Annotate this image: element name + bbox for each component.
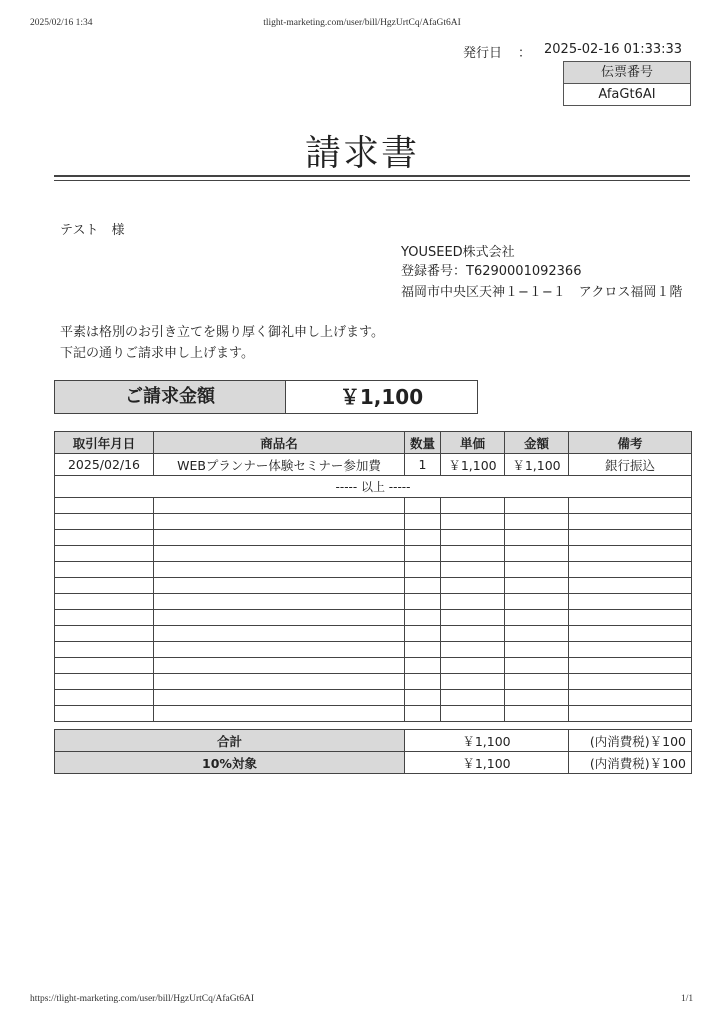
cell-product: WEBプランナー体験セミナー参加費	[154, 454, 405, 476]
empty-cell	[505, 514, 569, 530]
empty-cell	[55, 562, 154, 578]
empty-cell	[441, 674, 505, 690]
totals-table	[54, 729, 692, 774]
empty-cell	[441, 610, 505, 626]
empty-row	[55, 530, 692, 546]
tax-10-tax: (内消費税)￥100	[569, 752, 692, 774]
cell-quantity: 1	[405, 454, 441, 476]
greeting-line-1: 平素は格別のお引き立てを賜り厚く御礼申し上げます。	[60, 325, 384, 340]
empty-cell	[441, 530, 505, 546]
empty-cell	[569, 658, 692, 674]
tax-10-row	[55, 752, 692, 774]
empty-cell	[55, 594, 154, 610]
empty-cell	[405, 578, 441, 594]
page-title: 請求書	[304, 133, 419, 174]
cell-remarks: 銀行振込	[569, 454, 692, 476]
empty-cell	[405, 658, 441, 674]
empty-cell	[441, 578, 505, 594]
slip-number-box	[563, 61, 691, 106]
empty-cell	[154, 690, 405, 706]
column-header-amount: 金額	[505, 432, 569, 454]
empty-cell	[441, 658, 505, 674]
issue-date-value: 2025-02-16 01:33:33	[544, 42, 683, 57]
empty-cell	[441, 498, 505, 514]
cell-unit-price: ￥1,100	[441, 454, 505, 476]
column-header-remarks: 備考	[569, 432, 692, 454]
empty-row	[55, 562, 692, 578]
empty-row	[55, 594, 692, 610]
total-tax: (内消費税)￥100	[569, 730, 692, 752]
empty-cell	[405, 706, 441, 722]
empty-cell	[405, 610, 441, 626]
empty-cell	[55, 658, 154, 674]
empty-cell	[441, 514, 505, 530]
empty-cell	[569, 610, 692, 626]
empty-cell	[569, 690, 692, 706]
recipient-name: テスト 様	[60, 223, 125, 238]
empty-row	[55, 610, 692, 626]
slip-number-value: AfaGt6AI	[598, 87, 656, 102]
total-amount: ￥1,100	[405, 730, 569, 752]
empty-cell	[55, 530, 154, 546]
print-page-url: tlight-marketing.com/user/bill/HgzUrtCq/AfaGt6AI	[263, 18, 461, 28]
empty-cell	[405, 530, 441, 546]
empty-cell	[55, 626, 154, 642]
empty-cell	[55, 514, 154, 530]
empty-row	[55, 690, 692, 706]
empty-cell	[441, 642, 505, 658]
title-rule-thin	[54, 180, 690, 181]
empty-cell	[405, 674, 441, 690]
empty-cell	[55, 706, 154, 722]
empty-cell	[569, 546, 692, 562]
empty-cell	[569, 642, 692, 658]
greeting-line-2: 下記の通りご請求申し上げます。	[60, 346, 254, 361]
empty-cell	[569, 674, 692, 690]
empty-cell	[505, 674, 569, 690]
empty-cell	[569, 498, 692, 514]
empty-cell	[154, 642, 405, 658]
issuer-address: 福岡市中央区天神１−１−１ アクロス福岡１階	[401, 285, 683, 300]
column-header-unit-price: 単価	[441, 432, 505, 454]
empty-cell	[405, 546, 441, 562]
empty-cell	[505, 626, 569, 642]
column-header-quantity: 数量	[405, 432, 441, 454]
empty-cell	[505, 578, 569, 594]
empty-cell	[505, 642, 569, 658]
empty-cell	[154, 562, 405, 578]
billing-amount-label: ご請求金額	[55, 381, 286, 413]
empty-cell	[505, 706, 569, 722]
empty-cell	[55, 690, 154, 706]
empty-row	[55, 658, 692, 674]
empty-cell	[441, 562, 505, 578]
empty-cell	[441, 626, 505, 642]
empty-cell	[505, 594, 569, 610]
empty-cell	[55, 610, 154, 626]
empty-cell	[569, 530, 692, 546]
empty-cell	[154, 658, 405, 674]
empty-cell	[441, 594, 505, 610]
billing-amount-box	[54, 380, 478, 414]
end-marker-row	[55, 476, 692, 498]
issue-date-label: 発行日	[463, 46, 503, 61]
empty-cell	[154, 706, 405, 722]
empty-cell	[505, 530, 569, 546]
print-footer-url: https://tlight-marketing.com/user/bill/HgzUrtCq/AfaGt6AI	[30, 994, 255, 1004]
total-label: 合計	[55, 730, 405, 752]
empty-row	[55, 498, 692, 514]
empty-cell	[405, 514, 441, 530]
empty-cell	[405, 690, 441, 706]
cell-amount: ￥1,100	[505, 454, 569, 476]
empty-cell	[505, 546, 569, 562]
empty-cell	[154, 546, 405, 562]
print-datetime: 2025/02/16 1:34	[30, 18, 93, 28]
empty-cell	[154, 674, 405, 690]
empty-row	[55, 546, 692, 562]
empty-cell	[154, 578, 405, 594]
empty-cell	[405, 594, 441, 610]
column-header-date: 取引年月日	[55, 432, 154, 454]
empty-cell	[505, 690, 569, 706]
empty-cell	[55, 498, 154, 514]
table-row	[55, 454, 692, 476]
empty-cell	[154, 594, 405, 610]
billing-amount-value: ￥1,100	[339, 385, 424, 409]
issue-date-separator: ：	[518, 46, 532, 61]
empty-cell	[405, 626, 441, 642]
empty-cell	[55, 578, 154, 594]
empty-row	[55, 706, 692, 722]
empty-cell	[55, 546, 154, 562]
empty-cell	[405, 562, 441, 578]
empty-cell	[441, 690, 505, 706]
empty-cell	[569, 706, 692, 722]
issuer-company: YOUSEED株式会社	[401, 245, 515, 260]
empty-cell	[505, 658, 569, 674]
empty-row	[55, 626, 692, 642]
items-table	[54, 431, 692, 722]
empty-cell	[569, 514, 692, 530]
empty-cell	[505, 498, 569, 514]
empty-cell	[405, 498, 441, 514]
total-row	[55, 730, 692, 752]
empty-cell	[154, 514, 405, 530]
empty-row	[55, 514, 692, 530]
empty-cell	[569, 562, 692, 578]
empty-cell	[505, 610, 569, 626]
print-footer-page: 1/1	[681, 994, 694, 1004]
cell-date: 2025/02/16	[55, 454, 154, 476]
empty-cell	[55, 642, 154, 658]
issuer-registration: 登録番号：T6290001092366	[401, 264, 582, 279]
empty-cell	[505, 562, 569, 578]
empty-row	[55, 674, 692, 690]
empty-cell	[405, 642, 441, 658]
items-header-row	[55, 432, 692, 454]
empty-cell	[569, 626, 692, 642]
empty-row	[55, 642, 692, 658]
empty-cell	[441, 706, 505, 722]
title-rule-thick	[54, 175, 690, 177]
column-header-product: 商品名	[154, 432, 405, 454]
empty-cell	[441, 546, 505, 562]
end-marker: ----- 以上 -----	[55, 476, 692, 498]
tax-10-amount: ￥1,100	[405, 752, 569, 774]
empty-cell	[154, 626, 405, 642]
tax-10-label: 10%対象	[55, 752, 405, 774]
empty-cell	[154, 498, 405, 514]
empty-cell	[55, 674, 154, 690]
empty-cell	[569, 578, 692, 594]
empty-cell	[154, 530, 405, 546]
slip-number-label: 伝票番号	[564, 62, 690, 84]
empty-cell	[569, 594, 692, 610]
empty-cell	[154, 610, 405, 626]
empty-row	[55, 578, 692, 594]
